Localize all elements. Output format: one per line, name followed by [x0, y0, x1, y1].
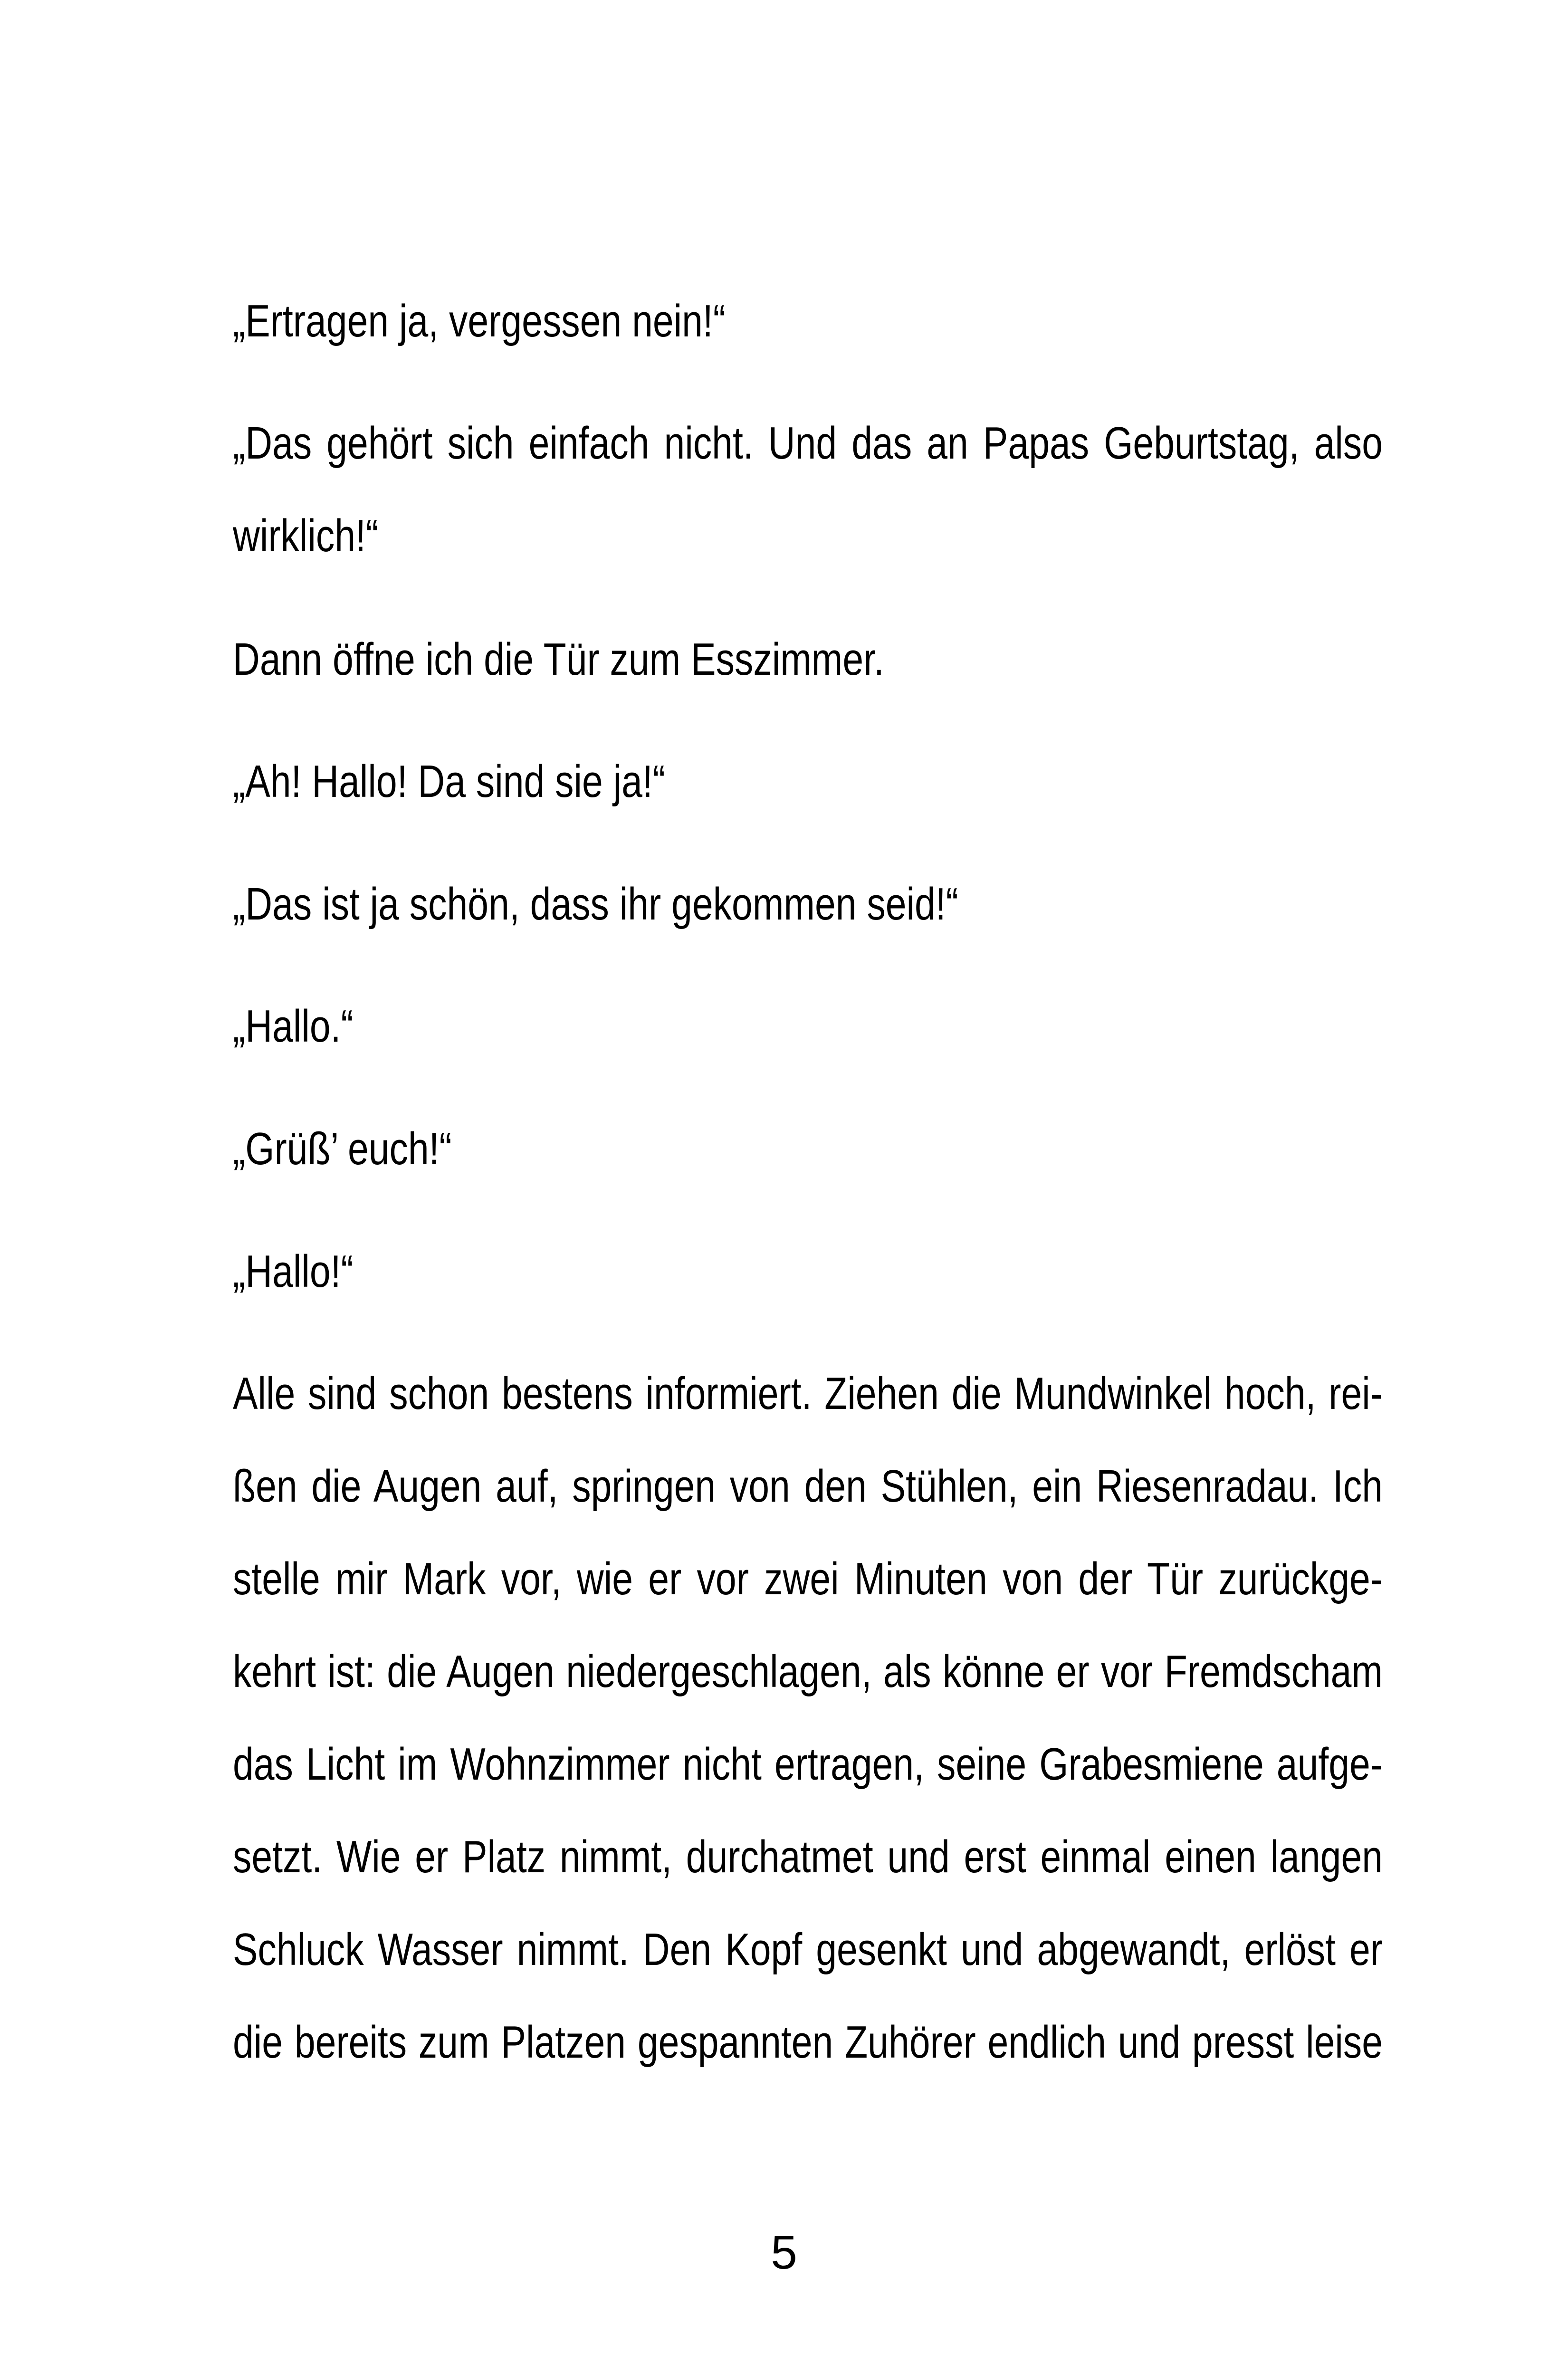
text-line: ßen die Augen auf, springen von den Stühlen, ein Riesenradau. Ich [233, 1461, 1383, 1512]
text-line: „Das ist ja schön, dass ihr gekommen seid!“ [233, 879, 958, 929]
text-line: Alle sind schon bestens informiert. Ziehen die Mundwinkel hoch, rei- [233, 1368, 1383, 1419]
text-line: wirklich!“ [233, 510, 379, 561]
text-line: „Das gehört sich einfach nicht. Und das an Papas Geburtstag, also [233, 418, 1383, 469]
text-line: die bereits zum Platzen gespannten Zuhörer endlich und presst leise [233, 2017, 1383, 2068]
page-number: 5 [771, 2226, 797, 2279]
text-line: „Grüß’ euch!“ [233, 1123, 452, 1174]
text-line: stelle mir Mark vor, wie er vor zwei Minuten von der Tür zurückge- [233, 1553, 1383, 1604]
text-line: setzt. Wie er Platz nimmt, durchatmet und erst einmal einen langen [233, 1831, 1383, 1882]
text-line: Dann öffne ich die Tür zum Esszimmer. [233, 634, 884, 685]
text-line: „Ertragen ja, vergessen nein!“ [233, 296, 726, 346]
text-line: „Ah! Hallo! Da sind sie ja!“ [233, 756, 666, 807]
text-line: „Hallo.“ [233, 1001, 354, 1052]
text-line: das Licht im Wohnzimmer nicht ertragen, seine Grabesmiene aufge- [233, 1739, 1383, 1790]
text-line: kehrt ist: die Augen niedergeschlagen, als könne er vor Fremdscham [233, 1646, 1383, 1697]
text-line: „Hallo!“ [233, 1246, 354, 1297]
text-line: Schluck Wasser nimmt. Den Kopf gesenkt und abgewandt, erlöst er [233, 1924, 1383, 1975]
